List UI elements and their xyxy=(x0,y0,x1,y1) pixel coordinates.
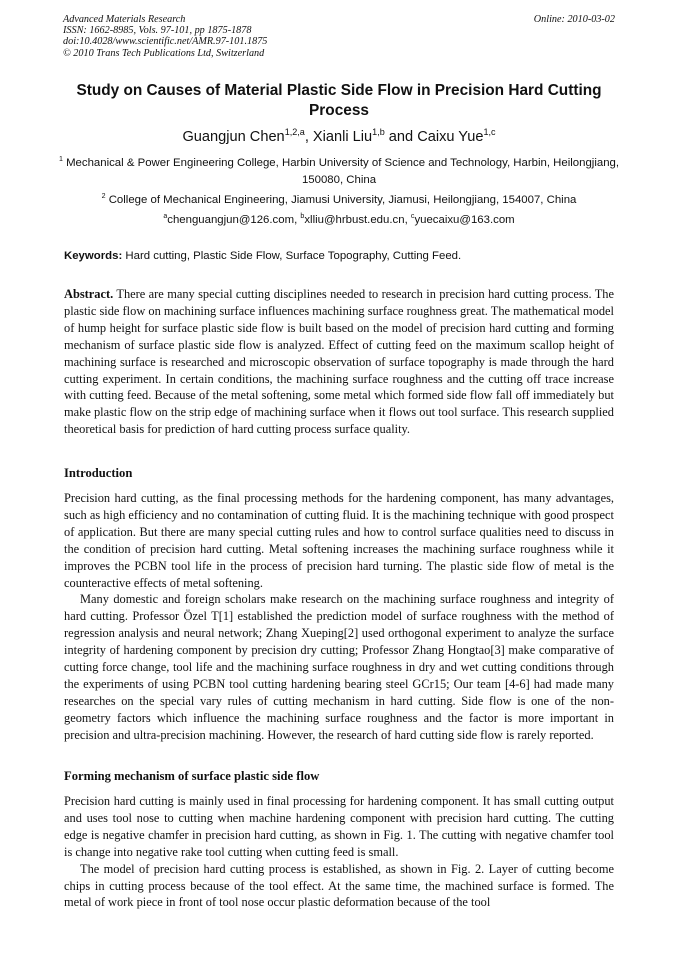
author-name: Xianli Liu xyxy=(312,129,373,145)
paragraph: Precision hard cutting, as the final processing methods for the hardening component, has many advantages, such as high efficiency and no contamination of cutting fluid. It is the machining technique with good prospect of application. But there are many special cutting rules and how to control surface qualities need to discuss in the condition of precision hard cutting. Metal softening increases the machining surface roughness while it improves the PCBN tool life in the process of precision hard turning. The plastic side flow of metal is the counteractive effects of metal softening. xyxy=(64,491,614,590)
forming-body xyxy=(64,793,614,911)
keywords-text: Hard cutting, Plastic Side Flow, Surface Topography, Cutting Feed. xyxy=(125,250,462,262)
affiliation-text: Mechanical & Power Engineering College, Harbin University of Science and Technology, Harbin, Heilongjiang, 150080, China xyxy=(66,157,620,186)
journal-name: Advanced Materials Research xyxy=(63,14,186,25)
doi-line: doi:10.4028/www.scientific.net/AMR.97-101.1875 xyxy=(63,36,268,48)
author-sup: 1,c xyxy=(483,127,496,138)
author-sup: 1,b xyxy=(372,127,385,138)
author-line xyxy=(48,129,630,145)
affiliation-text: College of Mechanical Engineering, Jiamusi University, Jiamusi, Heilongjiang, 154007, China xyxy=(108,194,577,206)
copyright-line: © 2010 Trans Tech Publications Ltd, Switzerland xyxy=(63,47,265,59)
section-heading: Forming mechanism of surface plastic side flow xyxy=(64,769,320,783)
author-sup: 1,2,a xyxy=(284,127,305,138)
author-name: Guangjun Chen xyxy=(182,129,285,145)
email-sup: c xyxy=(410,213,415,221)
email-line xyxy=(58,212,620,229)
author-name: Caixu Yue xyxy=(417,129,484,145)
issn-line: ISSN: 1662-8985, Vols. 97-101, pp 1875-1878 xyxy=(63,25,252,37)
paragraph: The model of precision hard cutting process is established, as shown in Fig. 2. Layer of cutting become chips in cutting process because of the tool effect. At the same time, the machined surface is formed. The metal of work piece in front of tool nose occur plastic deformation because of the tool xyxy=(64,861,614,910)
abstract xyxy=(64,286,614,438)
email-address[interactable]: yuecaixu@163.com xyxy=(414,214,515,226)
introduction-body xyxy=(64,490,614,744)
abstract-label: Abstract. xyxy=(64,287,114,301)
paragraph: Precision hard cutting is mainly used in final processing for hardening component. It has small cutting output and uses tool nose to cutting when machine hardening component with precision hard cutting. The cutting edge is negative chamfer in precision hard cutting, as shown in Fig. 1. The cutting with negative chamfer tool is change into negative rake tool cutting when cutting feed is small. xyxy=(64,794,614,859)
affiliation-1 xyxy=(58,155,620,188)
affiliation-2 xyxy=(58,192,620,209)
online-date: Online: 2010-03-02 xyxy=(533,14,615,25)
journal-header xyxy=(63,14,267,59)
email-address[interactable]: xlliu@hrbust.edu.cn xyxy=(304,214,405,226)
email-sep: , xyxy=(294,214,301,226)
keywords-label: Keywords: xyxy=(64,250,123,262)
paper-title: Study on Causes of Material Plastic Side Flow in Precision Hard Cutting Process xyxy=(76,82,602,119)
paragraph: Many domestic and foreign scholars make research on the machining surface roughness and integrity of hard cutting. Professor Özel T[1] established the prediction model of surface roughness with the method of regression analysis and neural network; Zhang Xueping[2] used orthogonal experiment to analyze the surface integrity of hardening component by precision dry cutting; Professor Zhang Hongtao[3] make comparative of cutting force change, tool life and the machining surface roughness in dry and wet cutting conditions through the experiments of using PCBN tool cutting hardening bearing steel GCr15; Our team [4-6] had made many researches on the special vary rules of cutting mechanism in hard cutting. Side flow is one of the non-geometry factors which influence the machining surface roughness and the factor is more important in precision and ultra-precision machining. However, the research of hard cutting side flow is rarely reported. xyxy=(64,592,614,742)
abstract-text: There are many special cutting disciplines needed to research in precision hard cutting process. The plastic side flow on machining surface influences machining surface roughness great. The mathematical model of hump height for surface plastic side flow is built based on the model of precision hard cutting and forming mechanism of surface plastic side flow is analyzed. Effect of cutting feed on the maximum scallop height of machining surface is researched and microscopic observation of surface topography is made through the hard cutting experiment. In certain conditions, the machining surface roughness and the cutting off trace increase with cutting feed. Because of the metal softening, some metal which formed side flow fall off immediately but make plastic flow on the strip edge of machining surface when it flows out tool surface. This research supplied theoretical basis for prediction of hard cutting process surface quality. xyxy=(64,287,614,437)
keywords xyxy=(64,250,624,262)
affiliation-number: 1 xyxy=(58,156,63,164)
introduction-heading: Introduction xyxy=(64,466,133,480)
affiliation-number: 2 xyxy=(101,193,106,201)
author-sep: , xyxy=(304,129,313,145)
email-address[interactable]: chenguangjun@126.com xyxy=(167,214,295,226)
email-sup: b xyxy=(300,213,305,221)
author-sep: and xyxy=(384,129,418,145)
email-sup: a xyxy=(163,213,168,221)
email-sep: , xyxy=(404,214,411,226)
